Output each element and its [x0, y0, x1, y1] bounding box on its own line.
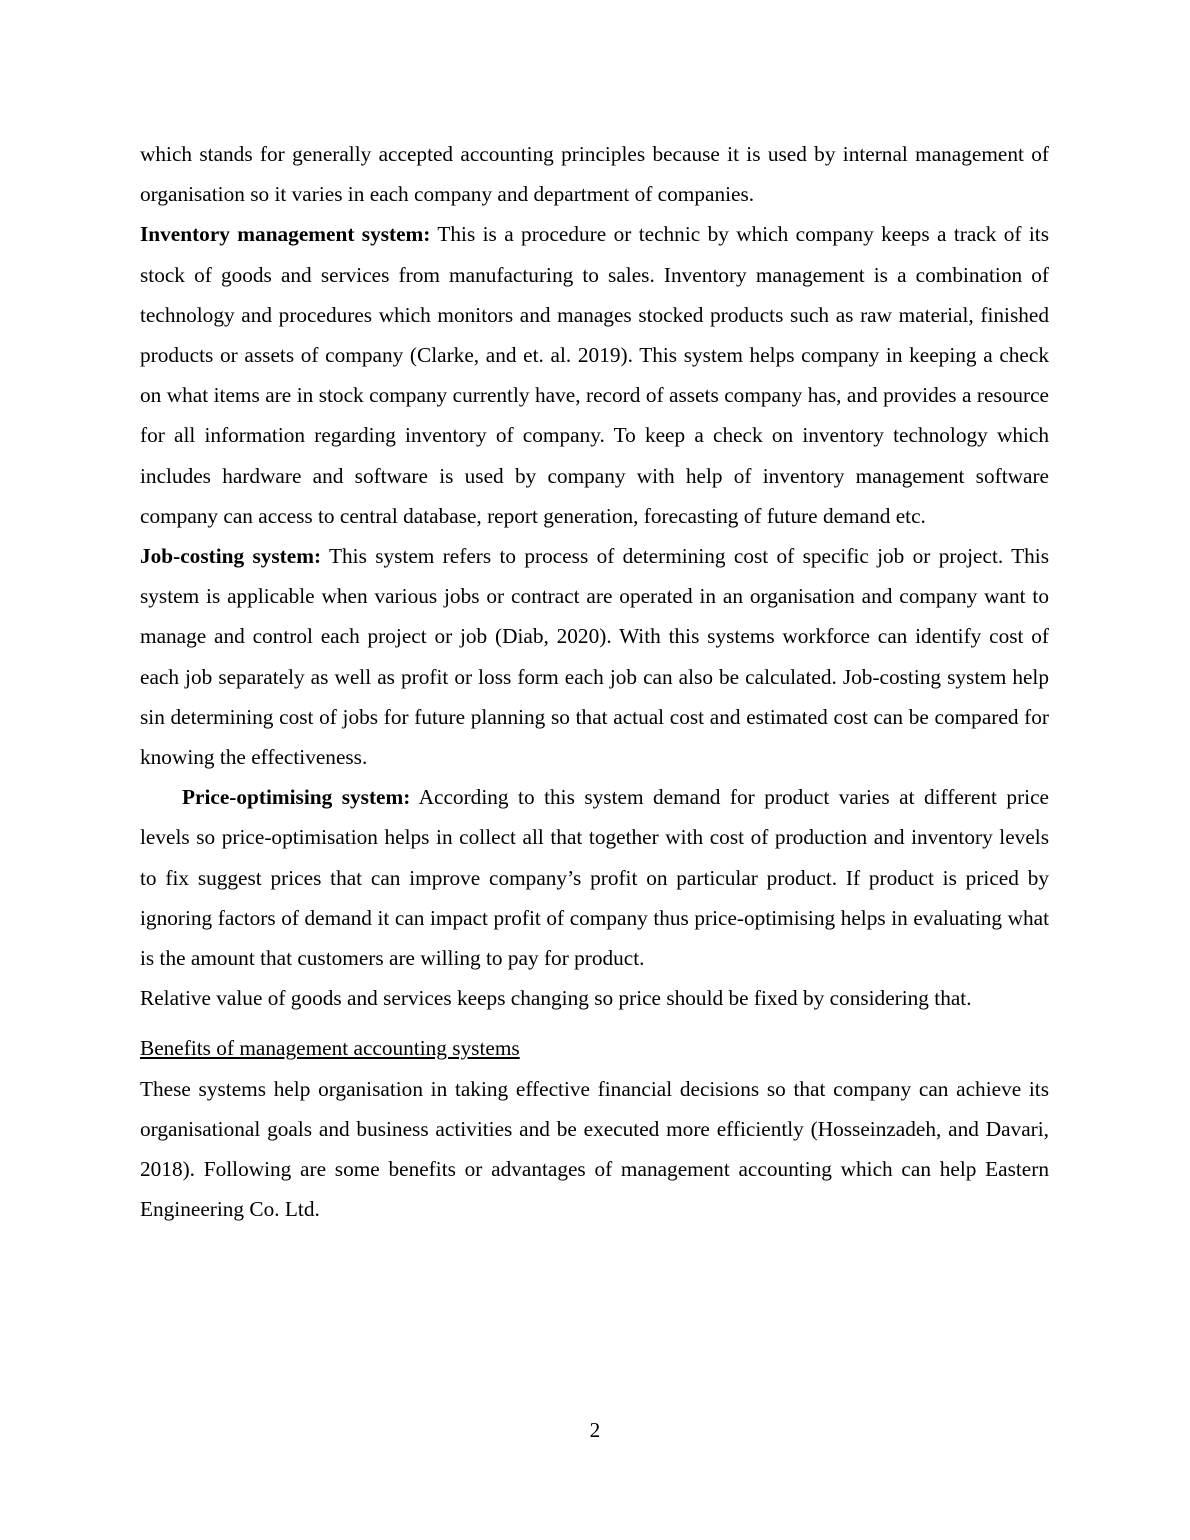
text-price-optimising: According to this system demand for product varies at different price levels so price-optimisation helps in collect all that together with cost of production and inventory levels to fix suggest prices that can improve company’s profit on particular product. If product is priced by ignoring factors of demand it can impact profit of company thus price-optimising helps in evaluating what is the amount that customers are willing to pay for product.: [140, 785, 1049, 971]
paragraph-benefits-intro: These systems help organisation in taking effective financial decisions so that company can achieve its organisational goals and business activities and be executed more efficiently (Hosseinzadeh, and Davari, 2018). Following are some benefits or advantages of management accounting which can help Eastern Engineering Co. Ltd.: [140, 1076, 1049, 1222]
term-job-costing: Job-costing system:: [140, 544, 322, 569]
text-inventory-management: This is a procedure or technic by which company keeps a track of its stock of goods and services from manufacturing to sales. Inventory management is a combination of technology and procedures which monitors and manages stocked products such as raw material, finished products or assets of company (Clarke, and et. al. 2019). This system helps company in keeping a check on what items are in stock company currently have, record of assets company has, and provides a resource for all information regarding inventory of company. To keep a check on inventory technology which includes hardware and software is used by company with help of inventory management software company can access to central database, report generation, forecasting of future demand etc.: [140, 222, 1049, 528]
paragraph-inventory-management: [140, 214, 1049, 536]
term-price-optimising: Price-optimising system:: [182, 785, 411, 810]
term-inventory-management: Inventory management system:: [140, 222, 431, 247]
paragraph-job-costing: [140, 536, 1049, 777]
paragraph-gaap-continuation: which stands for generally accepted accounting principles because it is used by internal management of organisation so it varies in each company and department of companies.: [140, 142, 1049, 207]
paragraph-price-optimising: [140, 777, 1049, 978]
page-number: 2: [589, 1418, 601, 1442]
document-body: [140, 134, 1049, 1229]
section-heading-benefits: Benefits of management accounting systems: [140, 1036, 520, 1061]
paragraph-relative-value: Relative value of goods and services keeps changing so price should be fixed by considering that.: [140, 986, 972, 1011]
text-job-costing: This system refers to process of determining cost of specific job or project. This system is applicable when various jobs or contract are operated in an organisation and company want to manage and control each project or job (Diab, 2020). With this systems workforce can identify cost of each job separately as well as profit or loss form each job can also be calculated. Job-costing system help sin determining cost of jobs for future planning so that actual cost and estimated cost can be compared for knowing the effectiveness.: [140, 544, 1049, 770]
